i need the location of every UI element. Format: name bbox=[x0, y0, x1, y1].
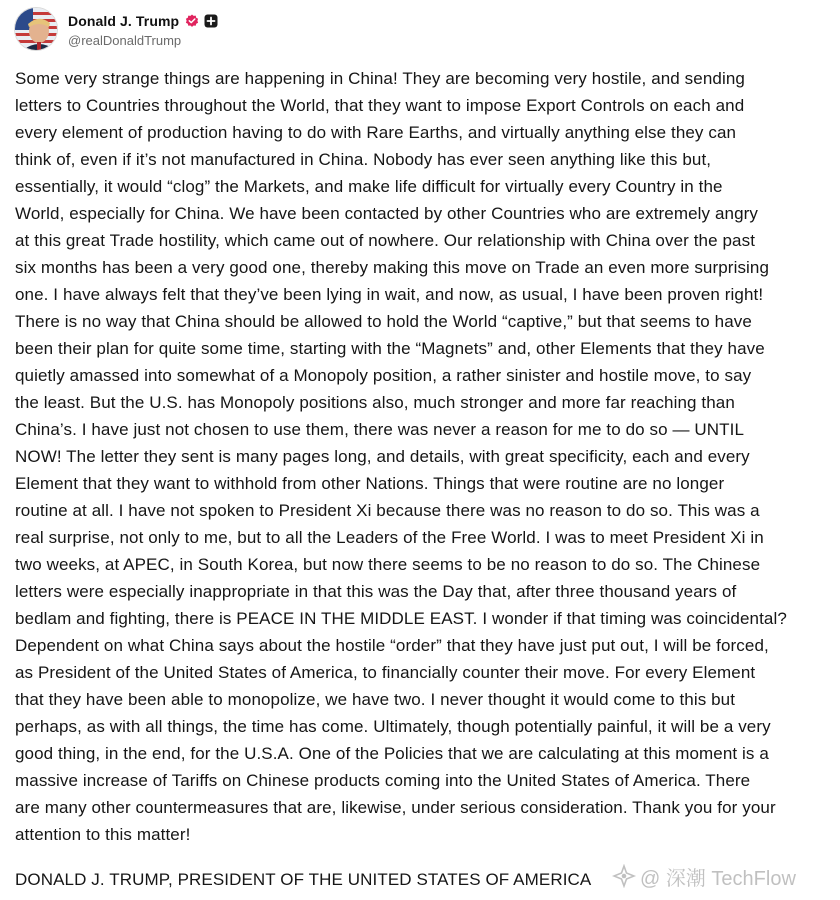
post-text-line: six months has been a very good one, thereby making this move on Trade an even more surprising bbox=[15, 258, 770, 277]
post-text-line: letters were especially inappropriate in that this was the Day that, after three thousand years of bbox=[15, 582, 737, 601]
watermark-text: @ 深潮 TechFlow bbox=[640, 867, 796, 890]
post-text-line: perhaps, as with all things, the time has come. Ultimately, though potentially painful, it will be a very bbox=[15, 717, 771, 736]
user-meta bbox=[68, 11, 218, 48]
post-text-line: Element that they want to withhold from other Nations. Things that were routine are no longer bbox=[15, 474, 725, 493]
post-text-line: the least. But the U.S. has Monopoly positions also, much stronger and more far reaching than bbox=[15, 393, 735, 412]
post-text-line: one. I have always felt that they’ve been lying in wait, and now, as usual, I have been proven right! bbox=[15, 285, 764, 304]
avatar[interactable] bbox=[14, 7, 58, 51]
plus-badge-icon bbox=[204, 14, 218, 28]
post-text-line: as President of the United States of America, to financially counter their move. For every Element bbox=[15, 663, 756, 682]
post-text-line: World, especially for China. We have been contacted by other Countries who are extremely angry bbox=[15, 204, 758, 223]
post-text-line: Some very strange things are happening in China! They are becoming very hostile, and sending bbox=[15, 69, 745, 88]
name-row bbox=[68, 11, 218, 31]
post-text-line: essentially, it would “clog” the Markets, and make life difficult for virtually every Country in the bbox=[15, 177, 723, 196]
verified-badge-icon bbox=[185, 14, 199, 28]
post-text-line: been their plan for quite some time, starting with the “Magnets” and, other Elements that they have bbox=[15, 339, 765, 358]
watermark bbox=[612, 862, 796, 890]
post-text-line: Dependent on what China says about the hostile “order” that they have just put out, I will be forced, bbox=[15, 636, 769, 655]
post-text-line: at this great Trade hostility, which came out of nowhere. Our relationship with China over the past bbox=[15, 231, 756, 250]
post-signature: DONALD J. TRUMP, PRESIDENT OF THE UNITED STATES OF AMERICA bbox=[15, 870, 592, 889]
post-text-line: routine at all. I have not spoken to President Xi because there was no reason to do so. This was a bbox=[15, 501, 760, 520]
post-text-line: There is no way that China should be allowed to hold the World “captive,” but that seems to have bbox=[15, 312, 752, 331]
post-text-line: NOW! The letter they sent is many pages long, and details, with great specificity, each and every bbox=[15, 447, 750, 466]
post-text-line: quietly amassed into somewhat of a Monopoly position, a rather sinister and hostile move, to say bbox=[15, 366, 752, 385]
avatar-image bbox=[15, 8, 57, 50]
post-text-line: are many other countermeasures that are, likewise, under serious consideration. Thank you for your bbox=[15, 798, 776, 817]
post-text-line: think of, even if it’s not manufactured in China. Nobody has ever seen anything like this but, bbox=[15, 150, 712, 169]
post-text-line: bedlam and fighting, there is PEACE IN THE MIDDLE EAST. I wonder if that timing was coincidental? bbox=[15, 609, 787, 628]
post-text-line: massive increase of Tariffs on Chinese products coming into the United States of America. There bbox=[15, 771, 751, 790]
display-name[interactable]: Donald J. Trump bbox=[68, 12, 180, 29]
post-body bbox=[15, 65, 830, 848]
post-text-line: letters to Countries throughout the World, that they want to impose Export Controls on each and bbox=[15, 96, 745, 115]
wechat-channel-icon bbox=[612, 864, 636, 888]
post-text-line: two weeks, at APEC, in South Korea, but now there seems to be no reason to do so. The Chinese bbox=[15, 555, 761, 574]
post-header bbox=[14, 7, 218, 51]
post-text-line: that they have been able to monopolize, we have two. I never thought it would come to this but bbox=[15, 690, 736, 709]
post-text-line: good thing, in the end, for the U.S.A. One of the Policies that we are calculating at this moment is a bbox=[15, 744, 769, 763]
post-text-line: real surprise, not only to me, but to all the Leaders of the Free World. I was to meet President Xi in bbox=[15, 528, 764, 547]
post-text-line: every element of production having to do with Rare Earths, and virtually anything else they can bbox=[15, 123, 737, 142]
post-text-line: attention to this matter! bbox=[15, 825, 191, 844]
user-handle[interactable]: @realDonaldTrump bbox=[68, 32, 182, 48]
post-text-line: China’s. I have just not chosen to use them, there was never a reason for me to do so — UNTIL bbox=[15, 420, 745, 439]
